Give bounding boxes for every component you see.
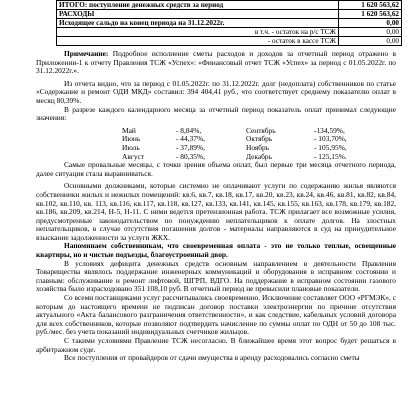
month-value: -134,59%, [314, 125, 345, 135]
row-amount: 1 620 563,62 [339, 10, 402, 19]
month-name: Октябрь [246, 134, 273, 144]
month-value: - 105,95%, [314, 142, 347, 152]
row-label: ИТОГО: поступление денежных средств за период [57, 1, 339, 10]
table-row [57, 37, 402, 46]
paragraph-worst-months: Самые провальные месяцы, с точки зрения объема оплат, был первые три месяца отчетного периода, далее ситуация стала выравниваться. [36, 160, 396, 178]
paragraph-debt: Из отчета видно, что за период с 01.05.2022г. по 31.12.2022г. долг (недоплата) собственников по статье «Содержание и ремонт ОДИ МКД» составил: 394 404,41 руб., что соответствует среднему показателю оплат в месяц 80,39%. [36, 78, 396, 105]
paragraph-reminder: Напоминаем собственникам, что своевременная оплата - это не только теплые, освещенные квартиры, но и чистые подъезды, благоустроенный двор. [36, 241, 396, 260]
month-name: Сентябрь [246, 125, 276, 135]
paragraph-court: С такими условиями Правление ТСЖ несогласно. В ближайшее время этот вопрос будет решаться в арбитражном суде. [36, 336, 396, 354]
row-label: Исходящее сальдо на конец периода на 31.12.2022г. [57, 19, 339, 28]
month-value: - 125,15%. [314, 151, 347, 161]
month-name: Декабрь [246, 151, 272, 161]
month-name: Май [122, 125, 136, 135]
table-row [57, 28, 402, 37]
row-label: в т.ч. - остаток на р/с ТСЖ [57, 28, 339, 37]
summary-table [56, 0, 402, 46]
row-amount: 0,00 [339, 37, 402, 46]
month-name: Ноябрь [246, 142, 270, 152]
table-row [57, 1, 402, 10]
month-value: - 8,84%, [176, 125, 202, 135]
note-paragraph [36, 50, 396, 76]
month-name: Июль [122, 142, 140, 152]
row-label: РАСХОДЫ [57, 10, 339, 19]
paragraph-maintenance: В условиях дефицита денежных средств основным направлением в деятельности Правления Товарищества являлось поддержание инженерных коммуникаций и оборудования в исправном состоянии и главным: обслуживание и ремонт лифтовой, ШГРП, ВДГО. На поддержание в исправном состоянии газового хозяйства было израсходовано 351 108,10 руб. В отчетный период не превысили плановые показатели. [36, 258, 396, 294]
month-value: - 80,35%, [176, 151, 205, 161]
monthly-payments-list [122, 127, 396, 161]
note-label: Примечание: [64, 49, 109, 58]
note-text: Подробное исполнение сметы расходов и доходов за отчетный период отражено в Приложении-1 к отчету Правления ТСЖ «Успех»: «Финансовый отчет ТСЖ «Успех» за период с 01.05.2022г. по 31.12.2022г.». [36, 49, 396, 76]
summary-table-body [57, 1, 402, 46]
month-name: Август [122, 151, 145, 161]
paragraph-suppliers: Со всеми поставщиками услуг рассчитывались своевременно. Исключение составляет ООО «РГМЭК», с которым до настоящего времени не подписан договор поставки электроэнергии по причине отсутствия актуального «Акта балансового разграничения ответственности», и как следствие, кабельных условий договора для всех собственников, которые позволяют подтвердить начисление по суммы оплат по ОДН от 50 до 108 тыс. руб./мес. без учета показаний индивидуальных счетчиков жильцов. [36, 293, 396, 337]
row-amount: 1 620 563,62 [339, 1, 402, 10]
row-amount: 0,00 [339, 19, 402, 28]
month-value: - 44,37%, [176, 134, 205, 144]
table-row [57, 10, 402, 19]
paragraph-debtors: Основными должниками, которые системно не оплачивают услуги по содержанию жилья являются собственники жилых и нежилых помещений: кв.6, кв.7, кв.18, кв.17, кв.20, кв.23, кв.24, кв.46, кв.81, кв.82, кв.84, кв.102, кв.110, кв. 113, кв.116, кв.117, кв.118, кв.127, кв.133, кв.141, кв.145, кв.155, кв.163, кв.178, кв.179, кв.182, кв.186, кв.209, кв.214, Н-5, Н-11. С ними ведется претензионная работа. ТСЖ прилагает все возможные усилия, предусмотренные законодательством по понуждению неплательщиков к оплате долгов. На злостных неплательщиков, в случае отсутствия погашения долгов - материалы направляются в суд на принудительное взыскание задолженности за услуги ЖКХ. [36, 181, 396, 242]
row-amount: 0,00 [339, 28, 402, 37]
month-name: Июнь [122, 134, 141, 144]
month-value: - 37,89%, [176, 142, 205, 152]
row-label: - остаток в кассе ТСЖ [57, 37, 339, 46]
paragraph-monthly-intro: В разрезе каждого календарного месяца за отчетный период показатель оплат принимал следующие значения: [36, 104, 396, 123]
table-row [57, 19, 402, 28]
month-value: - 103,70%, [314, 134, 347, 144]
paragraph-providers: Все поступления от провайдеров от сдачи имущества в аренду расходовались согласно сметы [64, 353, 360, 363]
